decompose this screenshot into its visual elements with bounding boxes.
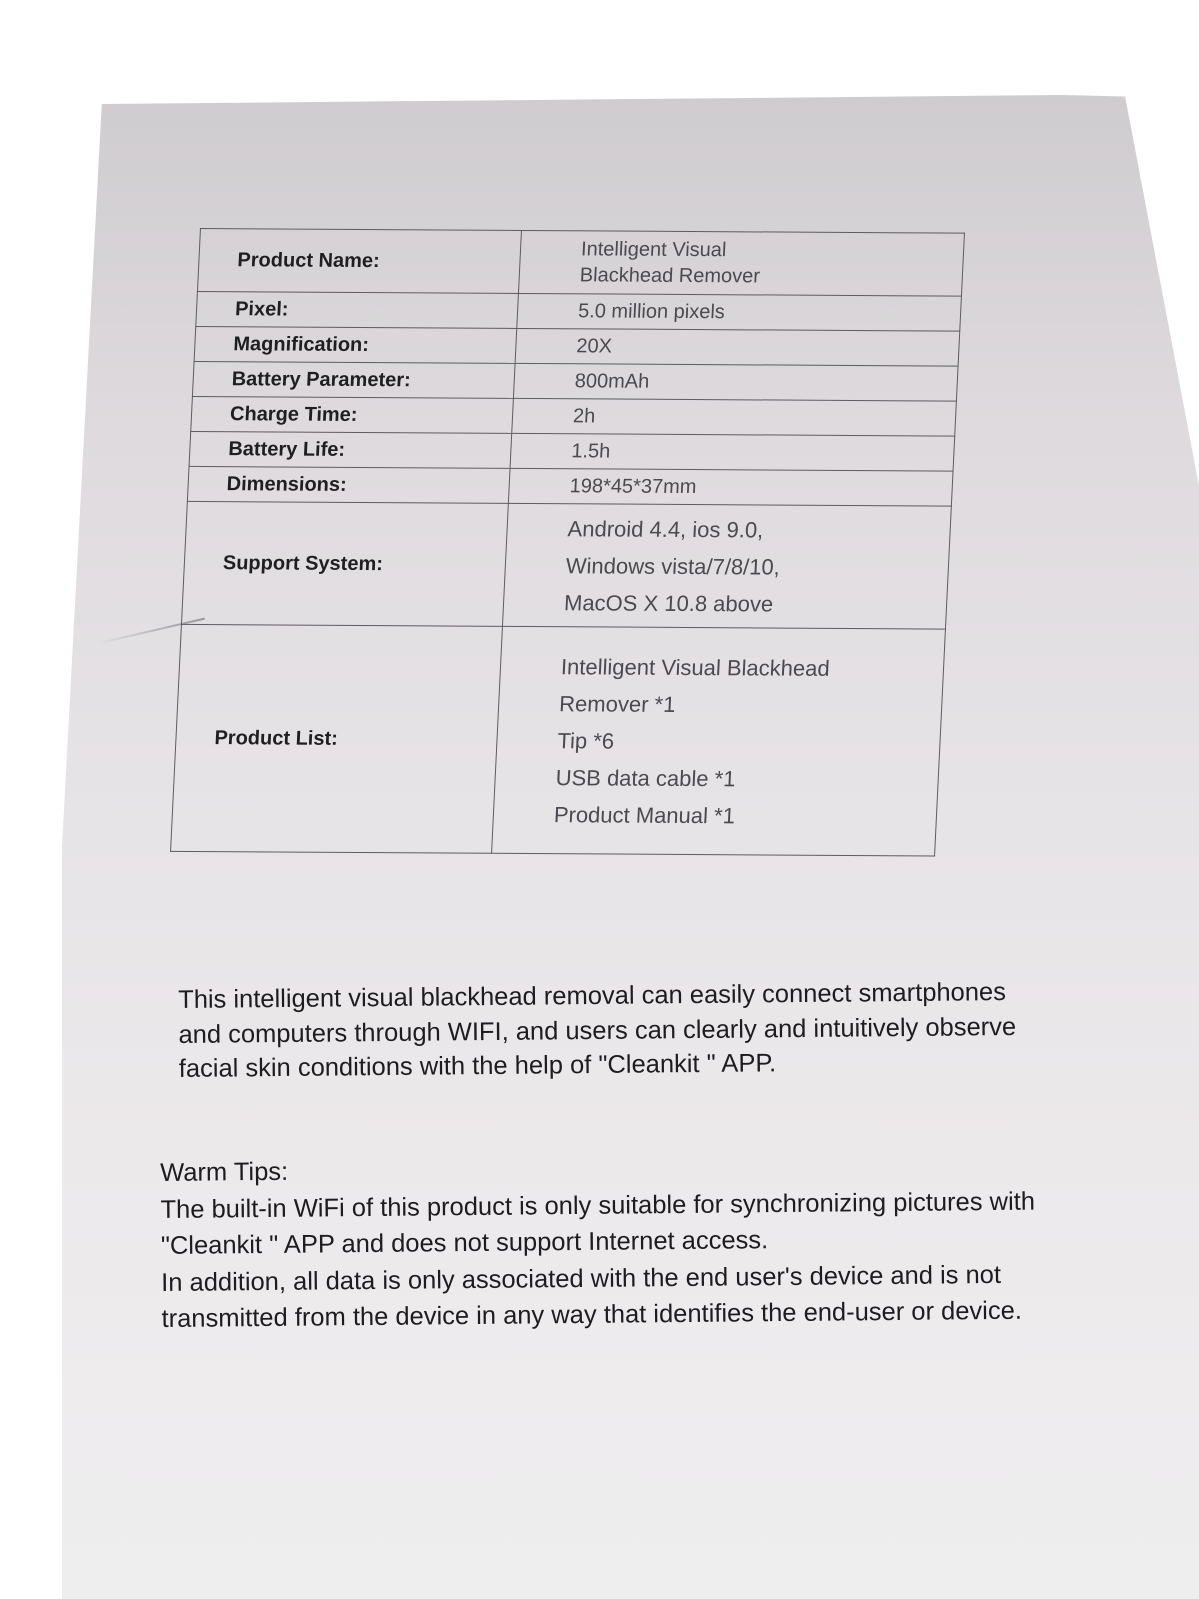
spec-value-line: Blackhead Remover <box>579 264 761 288</box>
spec-value: 2h <box>512 398 957 436</box>
spec-label: Battery Parameter: <box>192 361 515 398</box>
spec-value <box>502 503 951 629</box>
spec-value <box>492 626 946 856</box>
spec-value-line: Product Manual *1 <box>553 801 736 828</box>
spec-row-product-name <box>197 229 964 297</box>
spec-value-line: Tip *6 <box>556 727 615 754</box>
spec-value: 800mAh <box>513 363 958 401</box>
spec-row-product-list <box>171 624 946 856</box>
spec-value-line: Intelligent Visual <box>580 238 727 262</box>
spec-label: Dimensions: <box>187 466 510 503</box>
spec-row-battery-parameter <box>192 361 958 401</box>
spec-value-line: Android 4.4, ios 9.0, <box>567 515 764 542</box>
specification-table <box>170 228 965 857</box>
spec-value-line: USB data cable *1 <box>555 764 737 791</box>
spec-value: 198*45*37mm <box>508 468 953 506</box>
spec-row-pixel <box>196 291 962 331</box>
spec-label: Battery Life: <box>189 431 512 468</box>
spec-value: 20X <box>515 328 960 366</box>
spec-value-line: Intelligent Visual Blackhead <box>560 653 831 681</box>
spec-row-support-system <box>181 501 951 629</box>
spec-value-line: Windows vista/7/8/10, <box>565 552 781 580</box>
spec-value-line: MacOS X 10.8 above <box>563 589 774 617</box>
spec-row-battery-life <box>189 431 955 471</box>
spec-label: Product List: <box>171 624 503 853</box>
warm-tips-heading: Warm Tips: <box>160 1157 289 1187</box>
warm-tips-section <box>160 1147 1042 1338</box>
spec-row-charge-time <box>191 396 957 436</box>
product-description: This intelligent visual blackhead removal can easily connect smartphones and computers through WIFI, and users can clearly and intuitively observe facial skin conditions with the help of "Cleankit " APP. <box>178 978 1017 1083</box>
spec-value-line: Remover *1 <box>558 690 677 717</box>
spec-label: Charge Time: <box>191 396 514 433</box>
spec-label: Product Name: <box>197 229 521 294</box>
warm-tips-paragraph: The built-in WiFi of this product is only suitable for synchronizing pictures with "Cleankit " APP and does not support Internet access. <box>160 1187 1036 1260</box>
spec-value: 1.5h <box>510 433 955 471</box>
spec-label: Pixel: <box>196 291 519 328</box>
spec-value <box>518 230 964 296</box>
warm-tips-paragraph: In addition, all data is only associated with the end user's device and is not transmitted from the device in any way that identifies the end-user or device. <box>161 1260 1023 1333</box>
spec-row-magnification <box>194 326 960 366</box>
spec-label: Support System: <box>181 501 508 626</box>
spec-label: Magnification: <box>194 326 517 363</box>
spec-row-dimensions <box>187 466 953 506</box>
spec-value: 5.0 million pixels <box>517 293 962 331</box>
